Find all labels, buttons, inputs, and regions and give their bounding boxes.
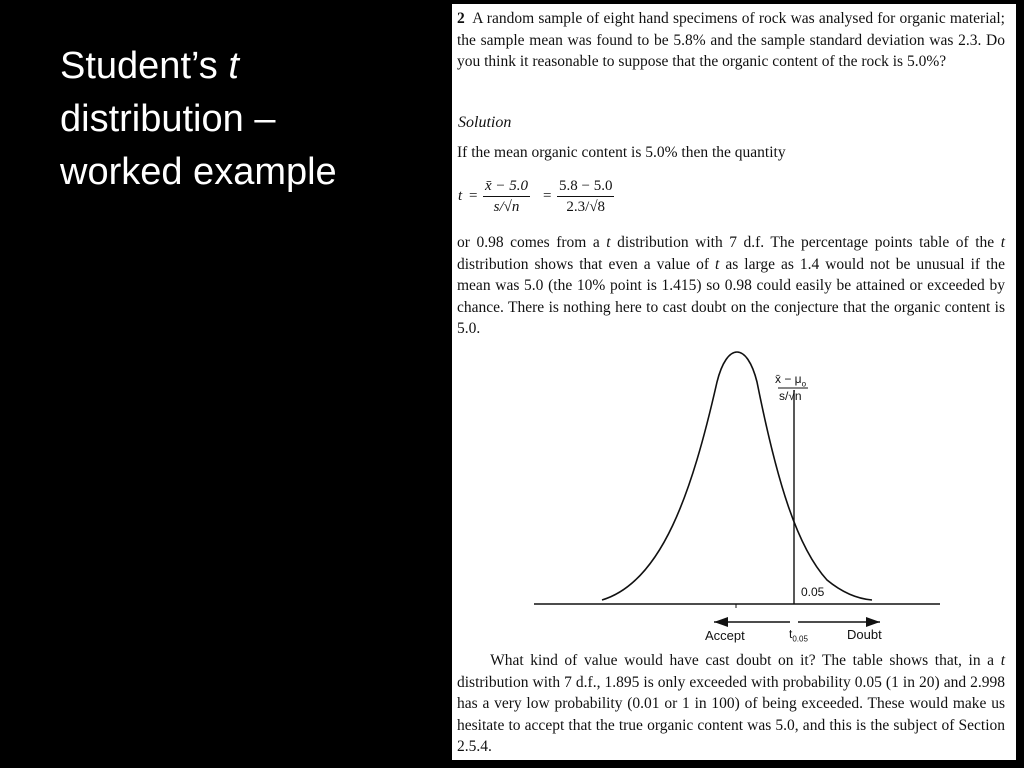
para3-part-b: distribution with 7 d.f., 1.895 is only exceeded with probability 0.05 (1 in 20) and 2.998 has a very low probability (0.01 or 1 in 100) of being exceeded. These would make us hesitate to accept that the true organic content was 5.0, and this is the subject of Section 2.5.4. <box>457 673 1005 755</box>
accept-label: Accept <box>705 628 745 643</box>
t-equation <box>455 174 755 224</box>
problem-text: A random sample of eight hand specimens of rock was analysed for organic material; the sample mean was found to be 5.8% and the sample standard deviation was 2.3. Do you think it reasonable to suppose that the organic content of the rock is 5.0%? <box>457 10 1005 70</box>
title-part1: Student’s <box>60 45 229 87</box>
solution-intro: If the mean organic content is 5.0% then the quantity <box>457 144 786 161</box>
critical-value-subscript: 0.05 <box>792 634 808 644</box>
para2-t1: t <box>606 234 611 251</box>
fraction-numeric-denominator: 2.3/√8 <box>566 199 606 215</box>
fraction-symbolic <box>483 176 530 217</box>
doubt-label: Doubt <box>847 627 882 642</box>
statistic-numerator-text: x̄ − μ <box>775 372 802 386</box>
equals-sign-2: = <box>543 188 552 204</box>
solution-paragraph-3 <box>457 650 1005 758</box>
slide-title <box>60 40 420 199</box>
para2-part-c: distribution shows that even a value of <box>457 255 716 273</box>
t-distribution-figure <box>452 342 1016 642</box>
fraction-numeric <box>557 176 614 217</box>
para3-t: t <box>1000 652 1005 669</box>
doubt-arrowhead <box>866 617 880 627</box>
solution-paragraph-2 <box>457 232 1005 340</box>
statistic-numerator <box>775 372 806 388</box>
critical-value-label <box>789 627 808 643</box>
solution-heading: Solution <box>458 114 512 131</box>
problem-number: 2 <box>457 10 465 27</box>
title-italic-t: t <box>228 45 239 87</box>
para2-part-b: distribution with 7 d.f. The percentage points table of the <box>610 234 1001 251</box>
para2-part-a: or 0.98 comes from a <box>457 234 607 251</box>
t-density-curve <box>602 352 872 600</box>
para2-t2: t <box>1000 234 1005 251</box>
critical-value-t: t <box>789 627 793 641</box>
equation-t: t <box>458 188 463 204</box>
statistic-denominator: s/√n <box>779 389 802 403</box>
title-part3: worked example <box>60 151 337 193</box>
equals-sign-1: = <box>469 188 478 204</box>
statistic-mu-subscript: o <box>801 379 807 389</box>
title-part2: distribution – <box>60 98 276 140</box>
para3-part-a: What kind of value would have cast doubt on it? The table shows that, in a <box>490 652 1001 669</box>
fraction-numeric-numerator: 5.8 − 5.0 <box>557 176 614 197</box>
para2-t3: t <box>715 255 720 273</box>
para2-part-d: as large as 1.4 would not be unusual if the mean was 5.0 (the 10% point is 1.415) so 0.98 could easily be attained or exceeded by chance. There is nothing here to cast doubt on the conjecture that the organic content is 5.0. <box>457 255 1005 337</box>
textbook-page <box>452 4 1016 760</box>
fraction-symbolic-denominator: s/√n <box>493 199 520 215</box>
fraction-symbolic-numerator: x̄ − 5.0 <box>483 176 530 197</box>
accept-arrowhead <box>714 617 728 627</box>
tail-area-label: 0.05 <box>801 585 825 599</box>
problem-statement <box>457 8 1005 73</box>
